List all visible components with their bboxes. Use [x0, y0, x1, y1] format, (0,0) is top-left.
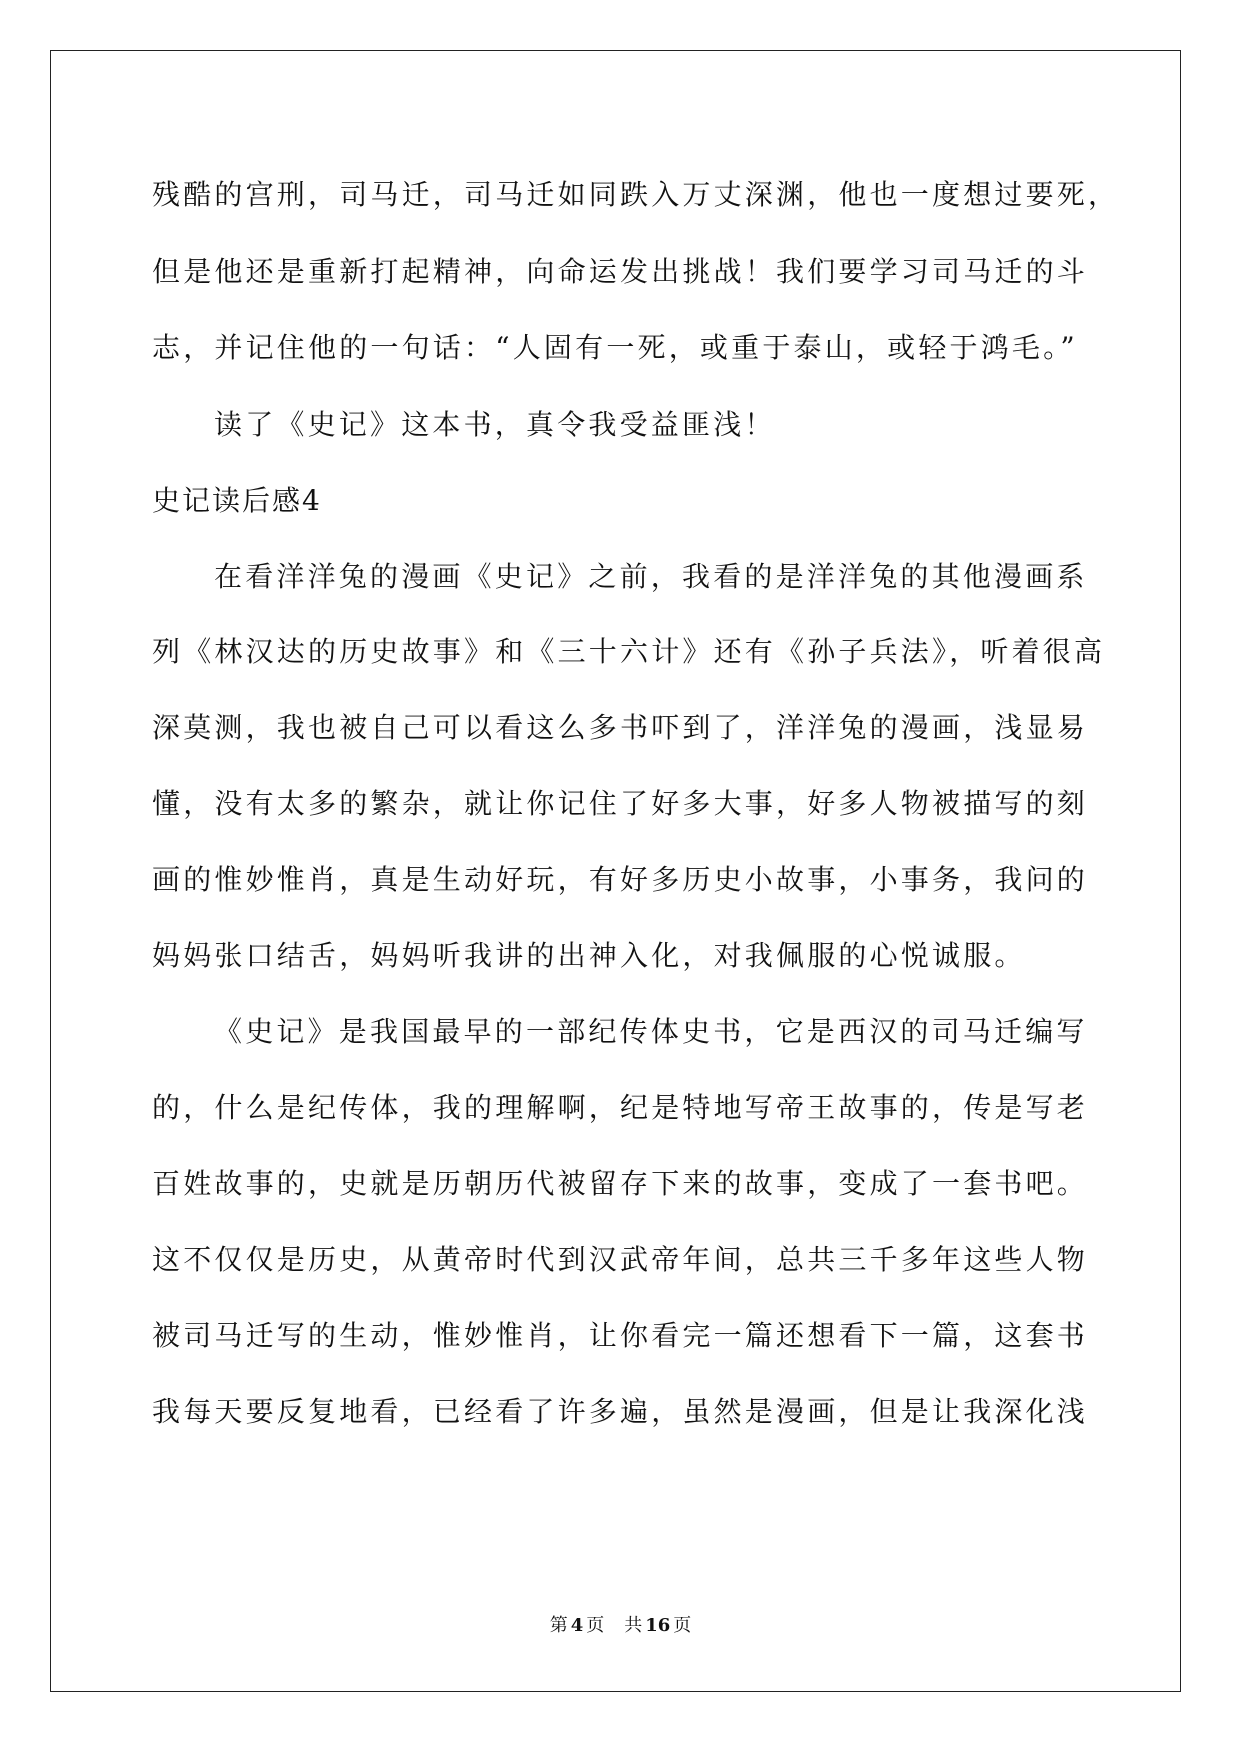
body-line-10: 画的惟妙惟肖，真是生动好玩，有好多历史小故事，小事务，我问的 [152, 863, 1089, 896]
page-prefix: 第 [549, 1615, 568, 1636]
body-line-6: 在看洋洋兔的漫画《史记》之前，我看的是洋洋兔的其他漫画系 [214, 560, 1088, 593]
body-line-17: 我每天要反复地看，已经看了许多遍，虽然是漫画，但是让我深化浅 [152, 1395, 1089, 1428]
body-line-13: 的，什么是纪传体，我的理解啊，纪是特地写帝王故事的，传是写老 [152, 1091, 1089, 1124]
page-number: 4 [570, 1615, 584, 1636]
body-line-2: 但是他还是重新打起精神，向命运发出挑战！我们要学习司马迁的斗 [152, 255, 1089, 288]
body-line-8: 深莫测，我也被自己可以看这么多书吓到了，洋洋兔的漫画，浅显易 [152, 711, 1089, 744]
body-line-12: 《史记》是我国最早的一部纪传体史书，它是西汉的司马迁编写 [214, 1015, 1088, 1048]
body-line-16: 被司马迁写的生动，惟妙惟肖，让你看完一篇还想看下一篇，这套书 [152, 1319, 1089, 1352]
body-line-14: 百姓故事的，史就是历朝历代被留存下来的故事，变成了一套书吧。 [152, 1167, 1089, 1200]
total-pages: 16 [645, 1615, 671, 1636]
body-line-1: 残酷的宫刑，司马迁，司马迁如同跌入万丈深渊，他也一度想过要死， [152, 178, 1120, 211]
total-prefix: 共 [624, 1615, 643, 1636]
body-line-15: 这不仅仅是历史，从黄帝时代到汉武帝年间，总共三千多年这些人物 [152, 1243, 1089, 1276]
body-line-7: 列《林汉达的历史故事》和《三十六计》还有《孙子兵法》，听着很高 [152, 635, 1106, 668]
body-line-9: 懂，没有太多的繁杂，就让你记住了好多大事，好多人物被描写的刻 [152, 787, 1089, 820]
page-suffix: 页 [586, 1615, 605, 1636]
section-heading: 史记读后感4 [152, 484, 322, 517]
body-line-11: 妈妈张口结舌，妈妈听我讲的出神入化，对我佩服的心悦诚服。 [152, 939, 1026, 972]
total-suffix: 页 [673, 1615, 692, 1636]
body-line-4: 读了《史记》这本书，真令我受益匪浅！ [214, 408, 776, 441]
body-line-3: 志，并记住他的一句话：“人固有一死，或重于泰山，或轻于鸿毛。” [152, 331, 1078, 364]
page-footer [0, 1614, 1241, 1638]
